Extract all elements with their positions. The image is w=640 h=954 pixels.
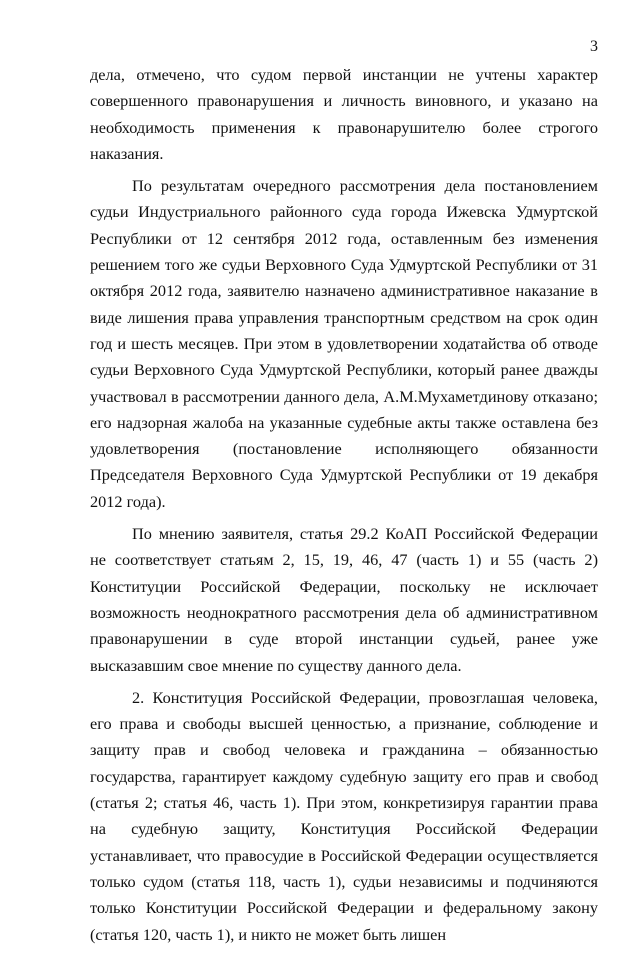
paragraph-continuation: дела, отмечено, что судом первой инстанции не учтены характер совершенного правонарушения и личность виновного, и указано на необходимость применения к правонарушителю более строгого наказания. xyxy=(90,65,598,163)
paragraph-review-results: По результатам очередного рассмотрения дела постановлением судьи Индустриального районного суда города Ижевска Удмуртской Республики от 12 сентября 2012 года, оставленным без изменения решением того же судьи Верховного Суда Удмуртской Республики от 31 октября 2012 года, заявителю назначено административное наказание в виде лишения права управления транспортным средством на срок один год и шесть месяцев. При этом в удовлетворении ходатайства об отводе судьи Верховного Суда Удмуртской Республики, который ранее дважды участвовал в рассмотрении данного дела, А.М.Мухаметдинову отказано; его надзорная жалоба на указанные судебные акты также оставлена без удовлетворения (постановление исполняющего обязанности Председателя Верховного Суда Удмуртской Республики от 19 декабря 2012 года). xyxy=(90,176,598,511)
paragraph-constitution: 2. Конституция Российской Федерации, провозглашая человека, его права и свободы высшей ценностью, а признание, соблюдение и защиту прав и свобод человека и гражданина – обязанностью государства, гарантирует каждому судебную защиту его прав и свобод (статья 2; статья 46, часть 1). При этом, конкретизируя гарантии права на судебную защиту, Конституция Российской Федерации устанавливает, что правосудие в Российской Федерации осуществляется только судом (статья 118, часть 1), судьи независимы и подчиняются только Конституции Российской Федерации и федеральному закону (статья 120, часть 1), и никто не может быть лишен xyxy=(90,687,598,944)
document-body xyxy=(90,62,598,954)
paragraph-applicant-opinion: По мнению заявителя, статья 29.2 КоАП Российской Федерации не соответствует статьям 2, 15, 19, 46, 47 (часть 1) и 55 (часть 2) Конституции Российской Федерации, поскольку не исключает возможность неоднократного рассмотрения дела об административном правонарушении в суде второй инстанции судьей, ранее уже высказавшим свое мнение по существу данного дела. xyxy=(90,524,598,675)
page-number: 3 xyxy=(590,38,598,55)
